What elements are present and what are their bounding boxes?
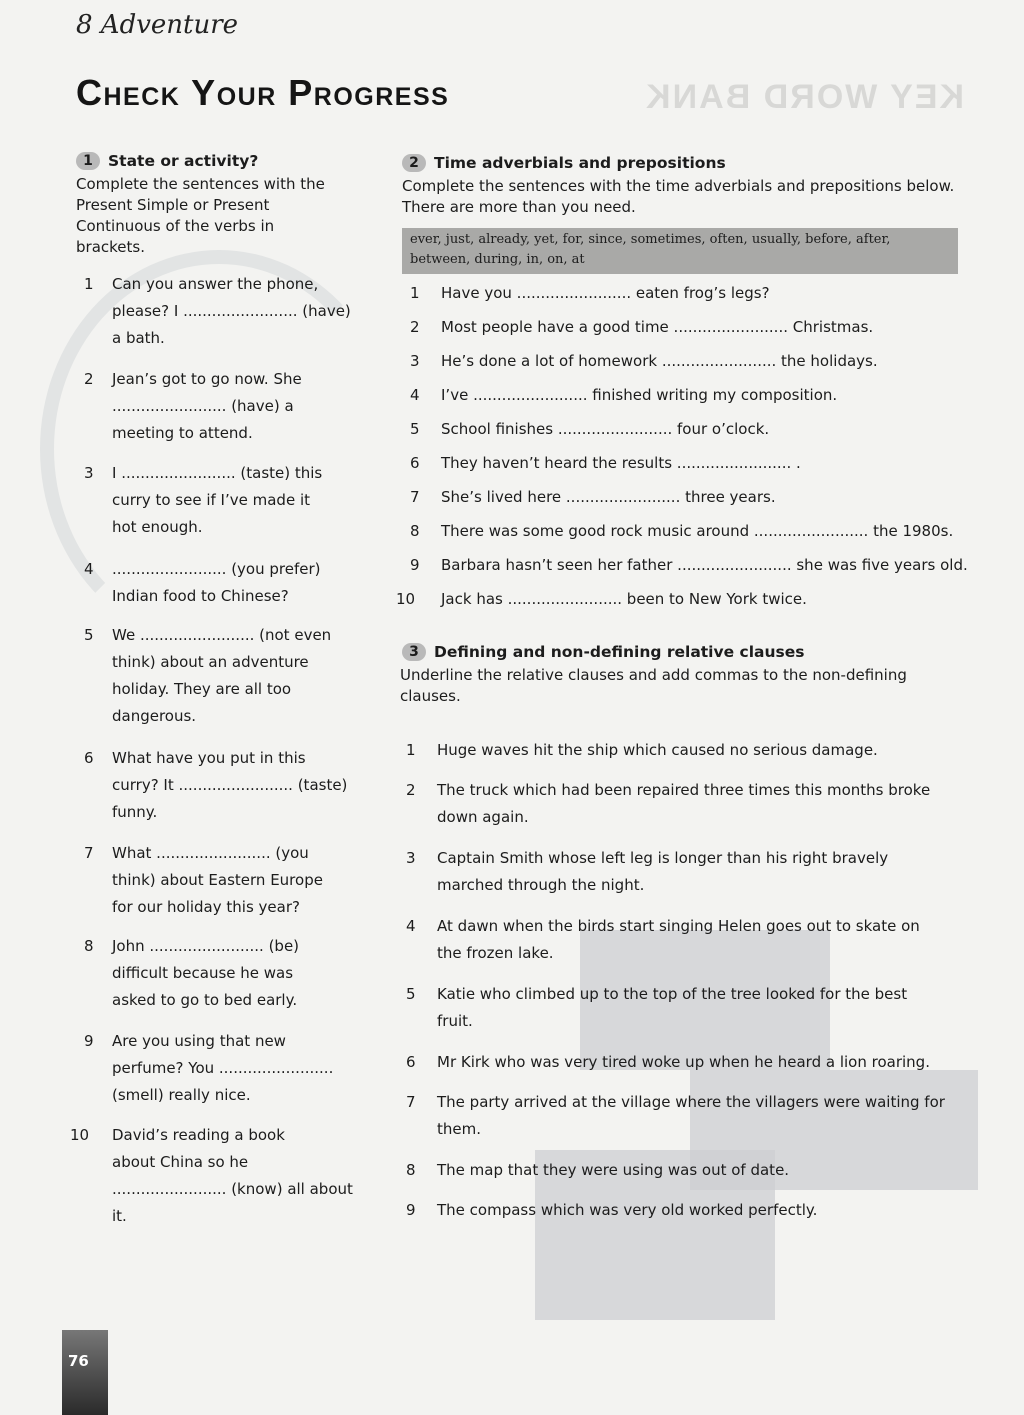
text-line: Complete the sentences with the: [76, 175, 325, 193]
page-title: Check Your Progress: [76, 72, 450, 113]
exercise-item: [84, 460, 322, 541]
section2-heading: [402, 154, 726, 172]
item-text-line: curry? It ........................ (taste): [112, 776, 348, 794]
exercise-item: [84, 933, 299, 1014]
item-text-line: Indian food to Chinese?: [112, 587, 289, 605]
item-text-line: He’s done a lot of homework ........................ the holidays.: [441, 352, 878, 370]
item-number: 2: [406, 781, 416, 799]
item-number: 5: [84, 626, 94, 644]
section-number-badge: 2: [402, 154, 426, 172]
section1-heading: [76, 152, 258, 170]
item-text-line: difficult because he was: [112, 964, 294, 982]
exercise-item: [84, 622, 331, 730]
item-text-line: What ........................ (you: [112, 844, 309, 862]
item-text-line: Huge waves hit the ship which caused no serious damage.: [437, 741, 878, 759]
item-text-line: Jean’s got to go now. She: [112, 370, 302, 388]
item-text-line: The truck which had been repaired three times this months broke: [437, 781, 931, 799]
exercise-item: [410, 314, 873, 340]
item-number: 6: [406, 1053, 416, 1071]
exercise-item: [406, 1197, 817, 1224]
section3-instructions: [400, 665, 907, 707]
item-text-line: The compass which was very old worked perfectly.: [437, 1201, 818, 1219]
item-number: 6: [84, 749, 94, 767]
text-line: between, during, in, on, at: [410, 252, 585, 267]
word-box: [402, 228, 958, 274]
exercise-item: [406, 1089, 945, 1143]
text-line: ever, just, already, yet, for, since, sometimes, often, usually, before, after,: [410, 232, 891, 247]
item-text-line: asked to go to bed early.: [112, 991, 298, 1009]
item-text-line: ........................ (you prefer): [112, 560, 321, 578]
item-text-line: The map that they were using was out of date.: [437, 1161, 790, 1179]
section2-instructions: [402, 176, 954, 218]
item-text-line: ........................ (have) a: [112, 397, 294, 415]
text-line: Continuous of the verbs in: [76, 217, 275, 235]
text-line: clauses.: [400, 687, 461, 705]
item-text-line: think) about an adventure: [112, 653, 309, 671]
item-text-line: Barbara hasn’t seen her father ........................ she was five years old.: [441, 556, 968, 574]
item-text-line: At dawn when the birds start singing Helen goes out to skate on: [437, 917, 920, 935]
item-text-line: Mr Kirk who was very tired woke up when he heard a lion roaring.: [437, 1053, 930, 1071]
item-text-line: holiday. They are all too: [112, 680, 292, 698]
section-title: Defining and non-defining relative clauses: [434, 643, 805, 661]
item-text-line: think) about Eastern Europe: [112, 871, 323, 889]
item-number: 2: [410, 318, 420, 336]
exercise-item: [406, 1049, 930, 1076]
item-text-line: Jack has ........................ been to New York twice.: [441, 590, 807, 608]
item-number: 5: [410, 420, 420, 438]
item-text-line: Katie who climbed up to the top of the tree looked for the best: [437, 985, 908, 1003]
unit-heading: 8 Adventure: [76, 10, 239, 40]
exercise-item: [406, 737, 878, 764]
exercise-item: [84, 556, 321, 610]
item-text-line: John ........................ (be): [112, 937, 300, 955]
exercise-item: [410, 450, 801, 476]
item-text-line: School finishes ........................ four o’clock.: [441, 420, 770, 438]
item-text-line: Most people have a good time ........................ Christmas.: [441, 318, 874, 336]
item-text-line: marched through the night.: [437, 876, 645, 894]
section3-heading: [402, 643, 804, 661]
exercise-item: [406, 981, 907, 1035]
section1-instructions: [76, 174, 325, 258]
text-line: There are more than you need.: [402, 198, 636, 216]
item-text-line: ........................ (know) all about: [112, 1180, 353, 1198]
exercise-item: [84, 745, 347, 826]
exercise-item: [410, 348, 878, 374]
item-number: 3: [410, 352, 420, 370]
text-line: Present Simple or Present: [76, 196, 270, 214]
section-number-badge: 1: [76, 152, 100, 170]
item-number: 1: [410, 284, 420, 302]
item-text-line: I’ve ........................ finished writing my composition.: [441, 386, 838, 404]
exercise-item: [410, 416, 769, 442]
section-number-badge: 3: [402, 643, 426, 661]
exercise-item: [410, 552, 968, 578]
page-number: 76: [68, 1352, 89, 1370]
item-text-line: We ........................ (not even: [112, 626, 332, 644]
item-number: 1: [406, 741, 416, 759]
exercise-item: [406, 1157, 789, 1184]
item-number: 9: [84, 1032, 94, 1050]
page-tab: [62, 1330, 108, 1415]
item-text-line: fruit.: [437, 1012, 473, 1030]
item-text-line: perfume? You ........................: [112, 1059, 334, 1077]
exercise-item: [84, 1028, 333, 1109]
item-number: 2: [84, 370, 94, 388]
exercise-item: [406, 913, 920, 967]
section-title: Time adverbials and prepositions: [434, 154, 726, 172]
item-number: 4: [410, 386, 420, 404]
item-text-line: funny.: [112, 803, 158, 821]
item-number: 4: [84, 560, 94, 578]
item-text-line: Are you using that new: [112, 1032, 286, 1050]
item-text-line: the frozen lake.: [437, 944, 554, 962]
item-number: 8: [84, 937, 94, 955]
show-through-heading: KEY WORD BANK: [643, 78, 964, 116]
item-number: 4: [406, 917, 416, 935]
item-text-line: them.: [437, 1120, 481, 1138]
item-number: 10: [70, 1126, 90, 1144]
exercise-item: [84, 271, 351, 352]
item-text-line: a bath.: [112, 329, 165, 347]
item-text-line: I ........................ (taste) this: [112, 464, 323, 482]
item-text-line: curry to see if I’ve made it: [112, 491, 310, 509]
item-number: 3: [84, 464, 94, 482]
item-number: 7: [406, 1093, 416, 1111]
item-text-line: She’s lived here ........................ three years.: [441, 488, 776, 506]
item-text-line: Can you answer the phone,: [112, 275, 319, 293]
item-number: 1: [84, 275, 94, 293]
exercise-item: [406, 777, 930, 831]
item-number: 5: [406, 985, 416, 1003]
exercise-item: [410, 382, 837, 408]
item-text-line: David’s reading a book: [112, 1126, 285, 1144]
exercise-item: [84, 840, 323, 921]
exercise-item: [406, 845, 888, 899]
item-number: 8: [410, 522, 420, 540]
item-text-line: They haven’t heard the results ........................ .: [441, 454, 801, 472]
item-number: 9: [410, 556, 420, 574]
item-number: 7: [410, 488, 420, 506]
exercise-item: [410, 518, 953, 544]
text-line: brackets.: [76, 238, 145, 256]
item-text-line: please? I ........................ (have): [112, 302, 351, 320]
exercise-item: [410, 484, 776, 510]
item-number: 8: [406, 1161, 416, 1179]
item-text-line: meeting to attend.: [112, 424, 253, 442]
item-number: 10: [396, 590, 416, 608]
item-text-line: Have you ........................ eaten frog’s legs?: [441, 284, 770, 302]
item-text-line: Captain Smith whose left leg is longer than his right bravely: [437, 849, 889, 867]
exercise-item: [410, 280, 770, 306]
item-text-line: for our holiday this year?: [112, 898, 300, 916]
exercise-item: [396, 586, 807, 612]
item-number: 9: [406, 1201, 416, 1219]
section-title: State or activity?: [108, 152, 259, 170]
item-text-line: (smell) really nice.: [112, 1086, 251, 1104]
item-text-line: What have you put in this: [112, 749, 306, 767]
item-number: 3: [406, 849, 416, 867]
exercise-item: [84, 366, 302, 447]
item-text-line: dangerous.: [112, 707, 197, 725]
text-line: Underline the relative clauses and add commas to the non-defining: [400, 666, 907, 684]
item-text-line: down again.: [437, 808, 529, 826]
item-text-line: hot enough.: [112, 518, 203, 536]
item-text-line: There was some good rock music around ........................ the 1980s.: [441, 522, 954, 540]
text-line: Complete the sentences with the time adverbials and prepositions below.: [402, 177, 955, 195]
item-text-line: it.: [112, 1207, 127, 1225]
exercise-item: [70, 1122, 353, 1230]
item-number: 6: [410, 454, 420, 472]
item-text-line: The party arrived at the village where the villagers were waiting for: [437, 1093, 945, 1111]
item-text-line: about China so he: [112, 1153, 249, 1171]
item-number: 7: [84, 844, 94, 862]
